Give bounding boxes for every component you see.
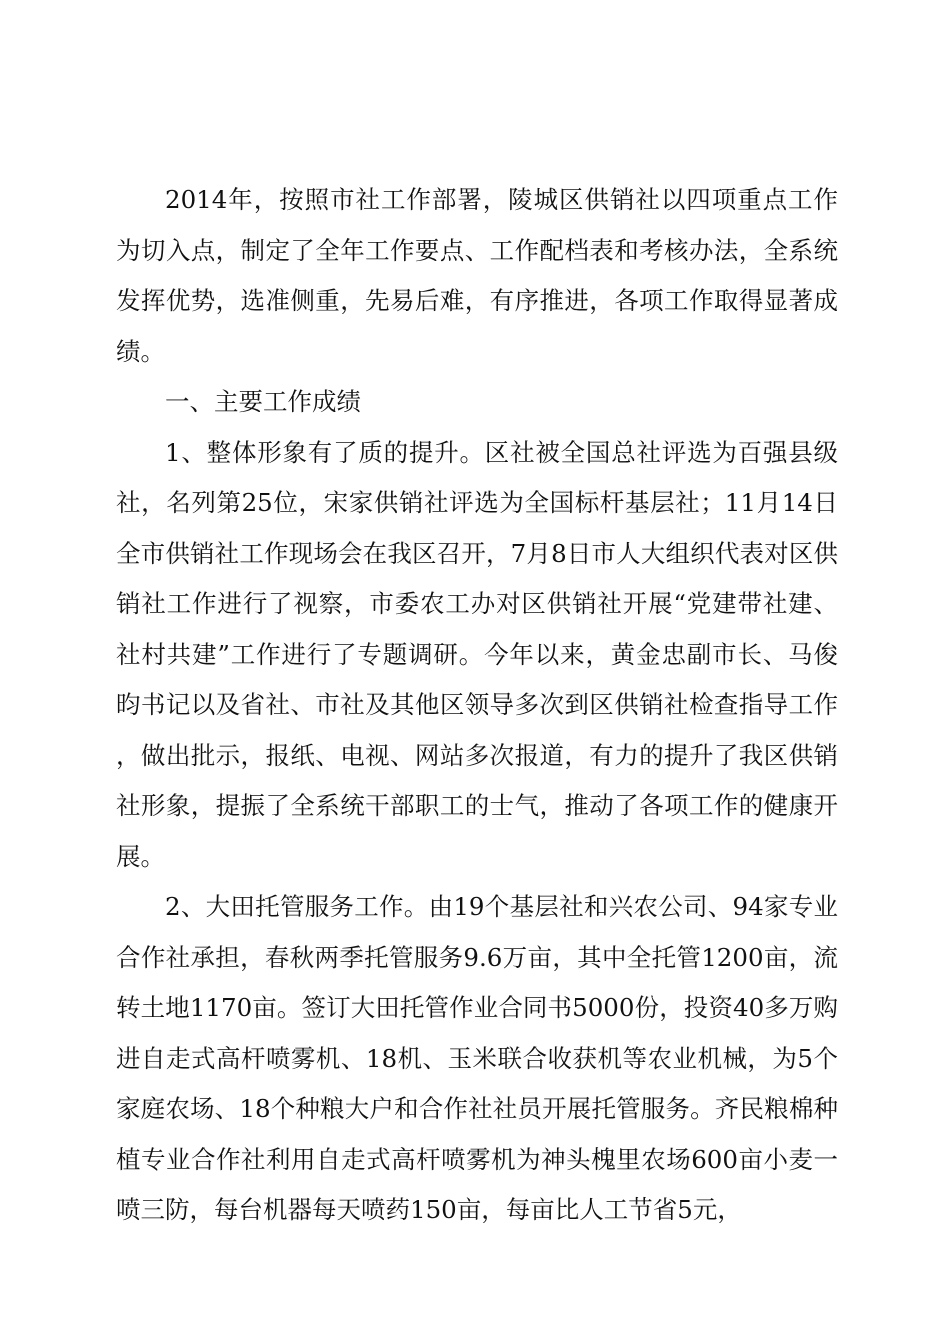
paragraph-item-1: 1、整体形象有了质的提升。区社被全国总社评选为百强县级社，名列第25位，宋家供销社评选为全国标杆基层社；11月14日全市供销社工作现场会在我区召开，7月8日市人大组织代表对区供销社工作进行了视察，市委农工办对区供销社开展“党建带社建、社村共建”工作进行了专题调研。今年以来，黄金忠副市长、马俊昀书记以及省社、市社及其他区领导多次到区供销社检查指导工作，做出批示，报纸、电视、网站多次报道，有力的提升了我区供销社形象，提振了全系统干部职工的士气，推动了各项工作的健康开展。 <box>116 437 838 871</box>
paragraph-intro: 2014年，按照市社工作部署，陵城区供销社以四项重点工作为切入点，制定了全年工作要点、工作配档表和考核办法，全系统发挥优势，选准侧重，先易后难，有序推进，各项工作取得显著成绩。 <box>116 185 838 366</box>
document-body <box>116 175 838 1236</box>
paragraph-item-2: 2、大田托管服务工作。由19个基层社和兴农公司、94家专业合作社承担，春秋两季托管服务9.6万亩，其中全托管1200亩，流转土地1170亩。签订大田托管作业合同书5000份，投资40多万购进自走式高杆喷雾机、18机、玉米联合收获机等农业机械，为5个家庭农场、18个种粮大户和合作社社员开展托管服务。齐民粮棉种植专业合作社利用自走式高杆喷雾机为神头槐里农场600亩小麦一喷三防，每台机器每天喷药150亩，每亩比人工节省5元， <box>116 892 838 1224</box>
section-heading: 一、主要工作成绩 <box>165 387 361 416</box>
